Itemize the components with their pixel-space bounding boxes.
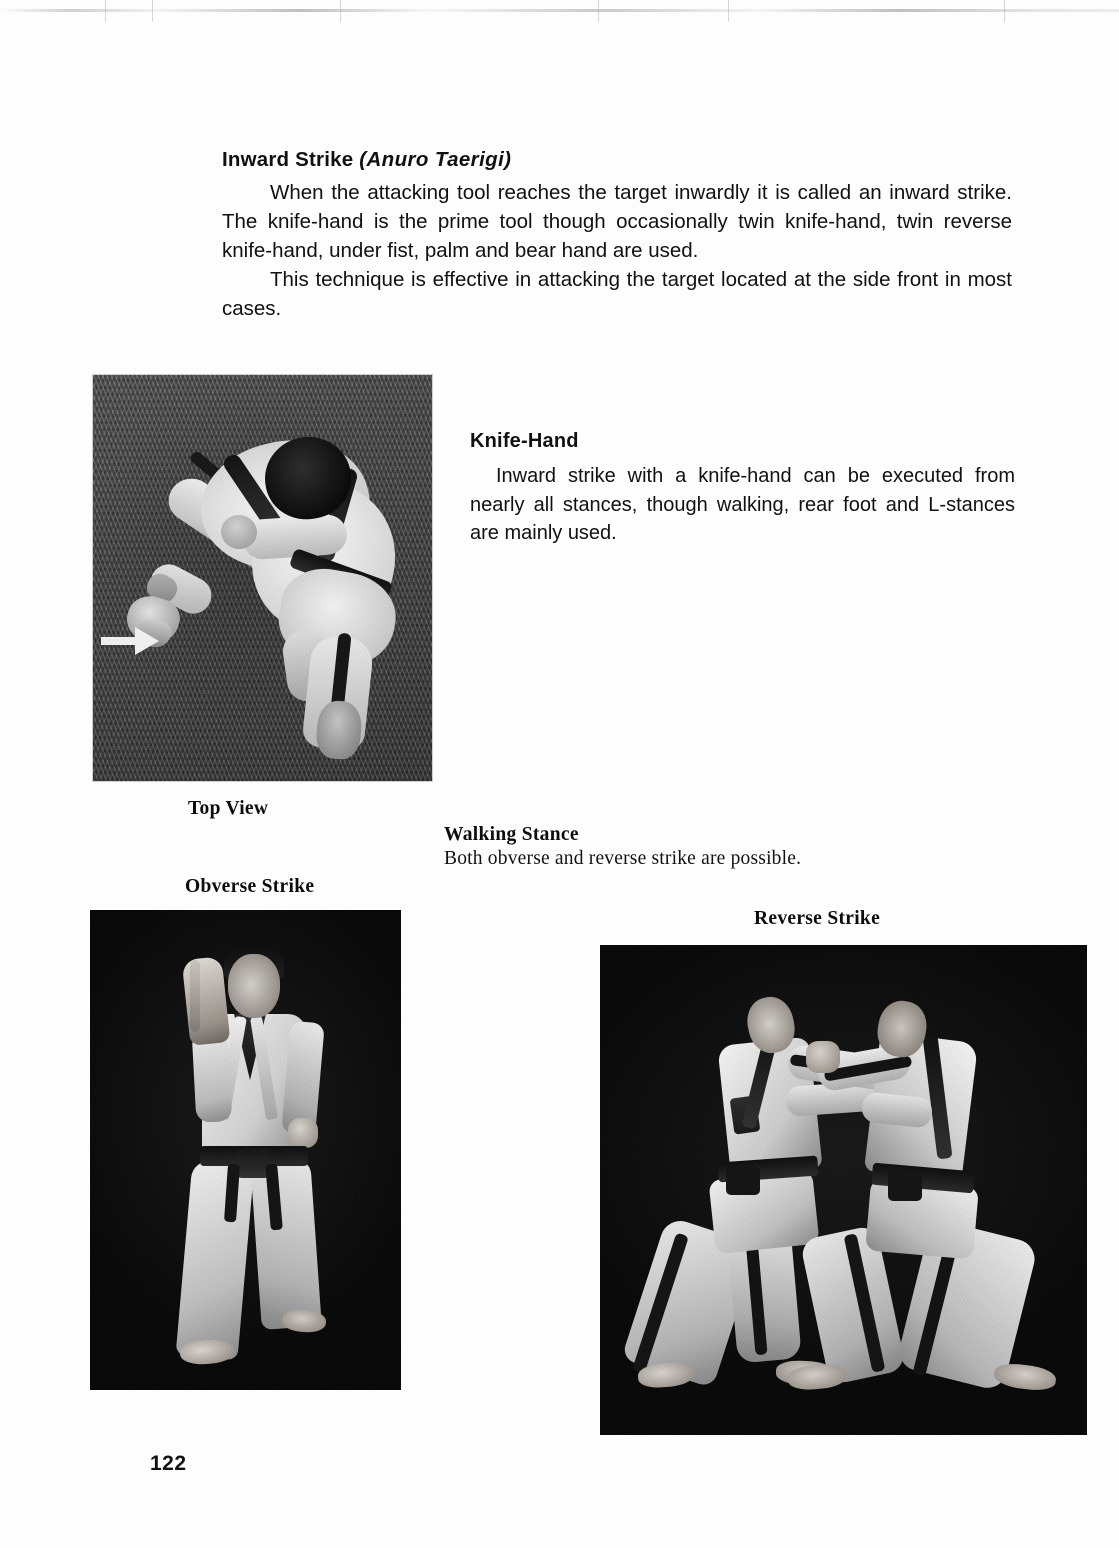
section-heading-romanized: (Anuro Taerigi) bbox=[359, 148, 512, 171]
scan-artifact-tick bbox=[728, 0, 729, 22]
caption-reverse-strike: Reverse Strike bbox=[754, 908, 881, 929]
scan-artifact-streak bbox=[0, 9, 1119, 12]
intro-body-text bbox=[222, 178, 1012, 323]
reverse-right-striking-hand bbox=[806, 1041, 840, 1073]
direction-arrow-head-icon bbox=[135, 627, 159, 655]
caption-obverse-strike: Obverse Strike bbox=[185, 876, 315, 897]
scan-artifact-tick bbox=[152, 0, 153, 22]
section-heading bbox=[222, 148, 511, 172]
intro-paragraph-2: This technique is effective in attacking the target located at the side front in most cases. bbox=[222, 268, 1012, 320]
obverse-head bbox=[228, 954, 280, 1018]
scan-artifact-tick bbox=[598, 0, 599, 22]
caption-top-view: Top View bbox=[188, 798, 269, 819]
obverse-rear-leg bbox=[250, 1158, 322, 1330]
obverse-rear-fist bbox=[288, 1118, 318, 1148]
obverse-belt-knot bbox=[236, 1148, 270, 1178]
walking-stance-heading: Walking Stance bbox=[444, 824, 579, 845]
knife-hand-body-text bbox=[470, 462, 1015, 548]
section-heading-english: Inward Strike bbox=[222, 148, 354, 171]
knife-hand-heading: Knife-Hand bbox=[470, 430, 579, 452]
reverse-right-belt-knot bbox=[888, 1171, 922, 1201]
figure-obverse-strike-photo bbox=[90, 910, 401, 1390]
figure-top-view-photo bbox=[92, 374, 433, 782]
knife-hand-paragraph: Inward strike with a knife-hand can be executed from nearly all stances, though walking, rear foot and L-stances are mainly used. bbox=[470, 465, 1015, 544]
figure-reverse-strike-photo bbox=[600, 945, 1087, 1435]
topview-foot bbox=[315, 700, 363, 761]
intro-paragraph-1: When the attacking tool reaches the target inwardly it is called an inward strike. The knife-hand is the prime tool though occasionally twin knife-hand, twin reverse knife-hand, under fist, palm and bear hand are used. bbox=[222, 181, 1012, 262]
obverse-knife-hand-fingers bbox=[190, 960, 200, 1032]
page-number: 122 bbox=[150, 1452, 187, 1475]
scan-artifact-tick bbox=[105, 0, 106, 22]
reverse-left-belt-knot bbox=[726, 1167, 760, 1195]
scan-artifact-tick bbox=[1004, 0, 1005, 22]
walking-stance-note: Both obverse and reverse strike are possible. bbox=[444, 848, 802, 869]
direction-arrow-icon bbox=[101, 637, 139, 645]
scan-artifact-tick bbox=[340, 0, 341, 22]
